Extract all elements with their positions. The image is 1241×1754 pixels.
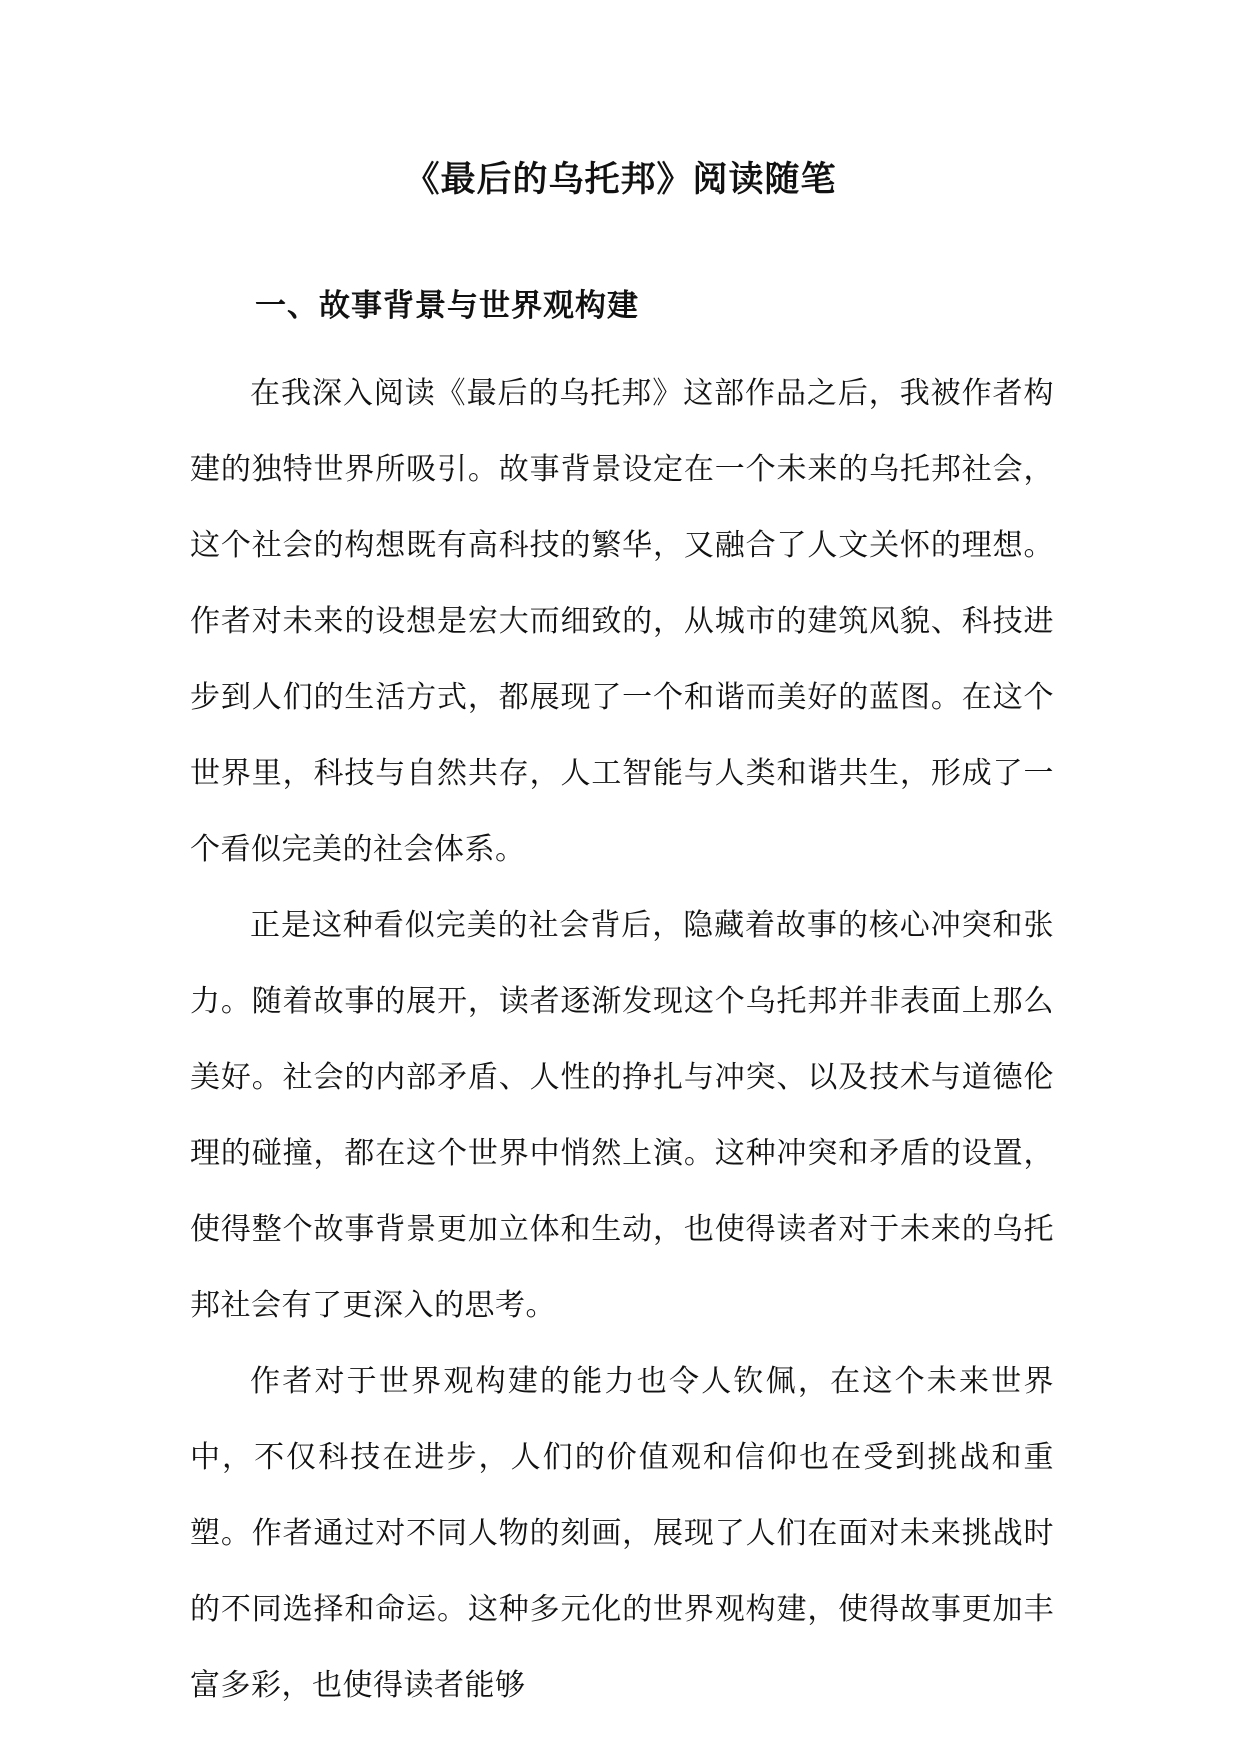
paragraph: 作者对于世界观构建的能力也令人钦佩，在这个未来世界中，不仅科技在进步，人们的价值观和信仰也在受到挑战和重塑。作者通过对不同人物的刻画，展现了人们在面对未来挑战时的不同选择和命运。这种多元化的世界观构建，使得故事更加丰富多彩，也使得读者能够 [190,1364,1054,1703]
paragraph: 正是这种看似完美的社会背后，隐藏着故事的核心冲突和张力。随着故事的展开，读者逐渐发现这个乌托邦并非表面上那么美好。社会的内部矛盾、人性的挣扎与冲突、以及技术与道德伦理的碰撞，都在这个世界中悄然上演。这种冲突和矛盾的设置，使得整个故事背景更加立体和生动，也使得读者对于未来的乌托邦社会有了更深入的思考。 [190,908,1054,1323]
page-title: 《最后的乌托邦》阅读随笔 [404,160,837,200]
section-body [190,356,1054,1724]
paragraph: 在我深入阅读《最后的乌托邦》这部作品之后，我被作者构建的独特世界所吸引。故事背景设定在一个未来的乌托邦社会，这个社会的构想既有高科技的繁华，又融合了人文关怀的理想。作者对未来的设想是宏大而细致的，从城市的建筑风貌、科技进步到人们的生活方式，都展现了一个和谐而美好的蓝图。在这个世界里，科技与自然共存，人工智能与人类和谐共生，形成了一个看似完美的社会体系。 [190,376,1054,867]
section-heading: 一、故事背景与世界观构建 [255,288,639,324]
